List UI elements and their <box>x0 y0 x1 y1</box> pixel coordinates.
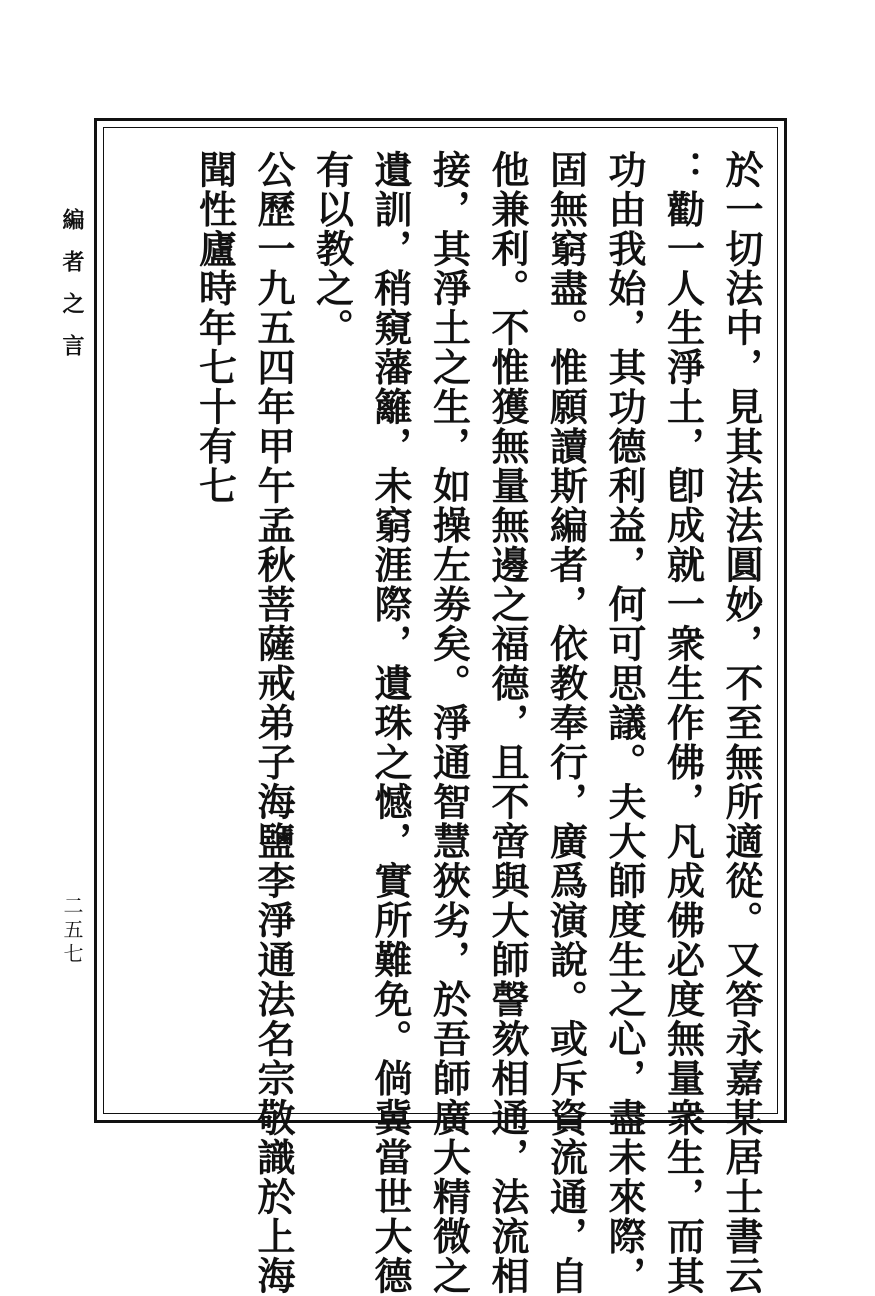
editor-note-text <box>185 150 770 1296</box>
text-column: 有以教之。 <box>309 150 355 348</box>
text-column: 他兼利。不惟獲無量無邊之福德，且不啻與大師謦欬相通，法流相 <box>485 150 530 1296</box>
text-column: 於一切法中，見其法法圓妙，不至無所適從。又答永嘉某居士書云 <box>719 150 764 1296</box>
text-column: 接，其淨土之生，如操左劵矣。淨通智慧狹劣，於吾師廣大精微之 <box>426 150 472 1296</box>
text-column: 固無窮盡。惟願讀斯編者，依教奉行，廣爲演說。或斥資流通，自 <box>543 150 589 1296</box>
text-column: ：勸一人生淨土，卽成就一衆生作佛，凡成佛必度無量衆生，而其 <box>660 150 706 1296</box>
signature-column: 公歷一九五四年甲午孟秋菩薩戒弟子海鹽李淨通法名宗敬識於上海 <box>251 150 296 1296</box>
signature-column: 聞性廬時年七十有七 <box>192 150 238 506</box>
running-head: 編者之言 <box>59 208 85 376</box>
text-column: 功由我始，其功德利益，何可思議。夫大師度生之心，盡未來際， <box>602 150 647 1296</box>
page-number: 二五七 <box>60 895 84 967</box>
text-column: 遺訓，稍窺藩籬，未窮涯際，遺珠之憾，實所難免。倘冀當世大德 <box>368 150 413 1296</box>
